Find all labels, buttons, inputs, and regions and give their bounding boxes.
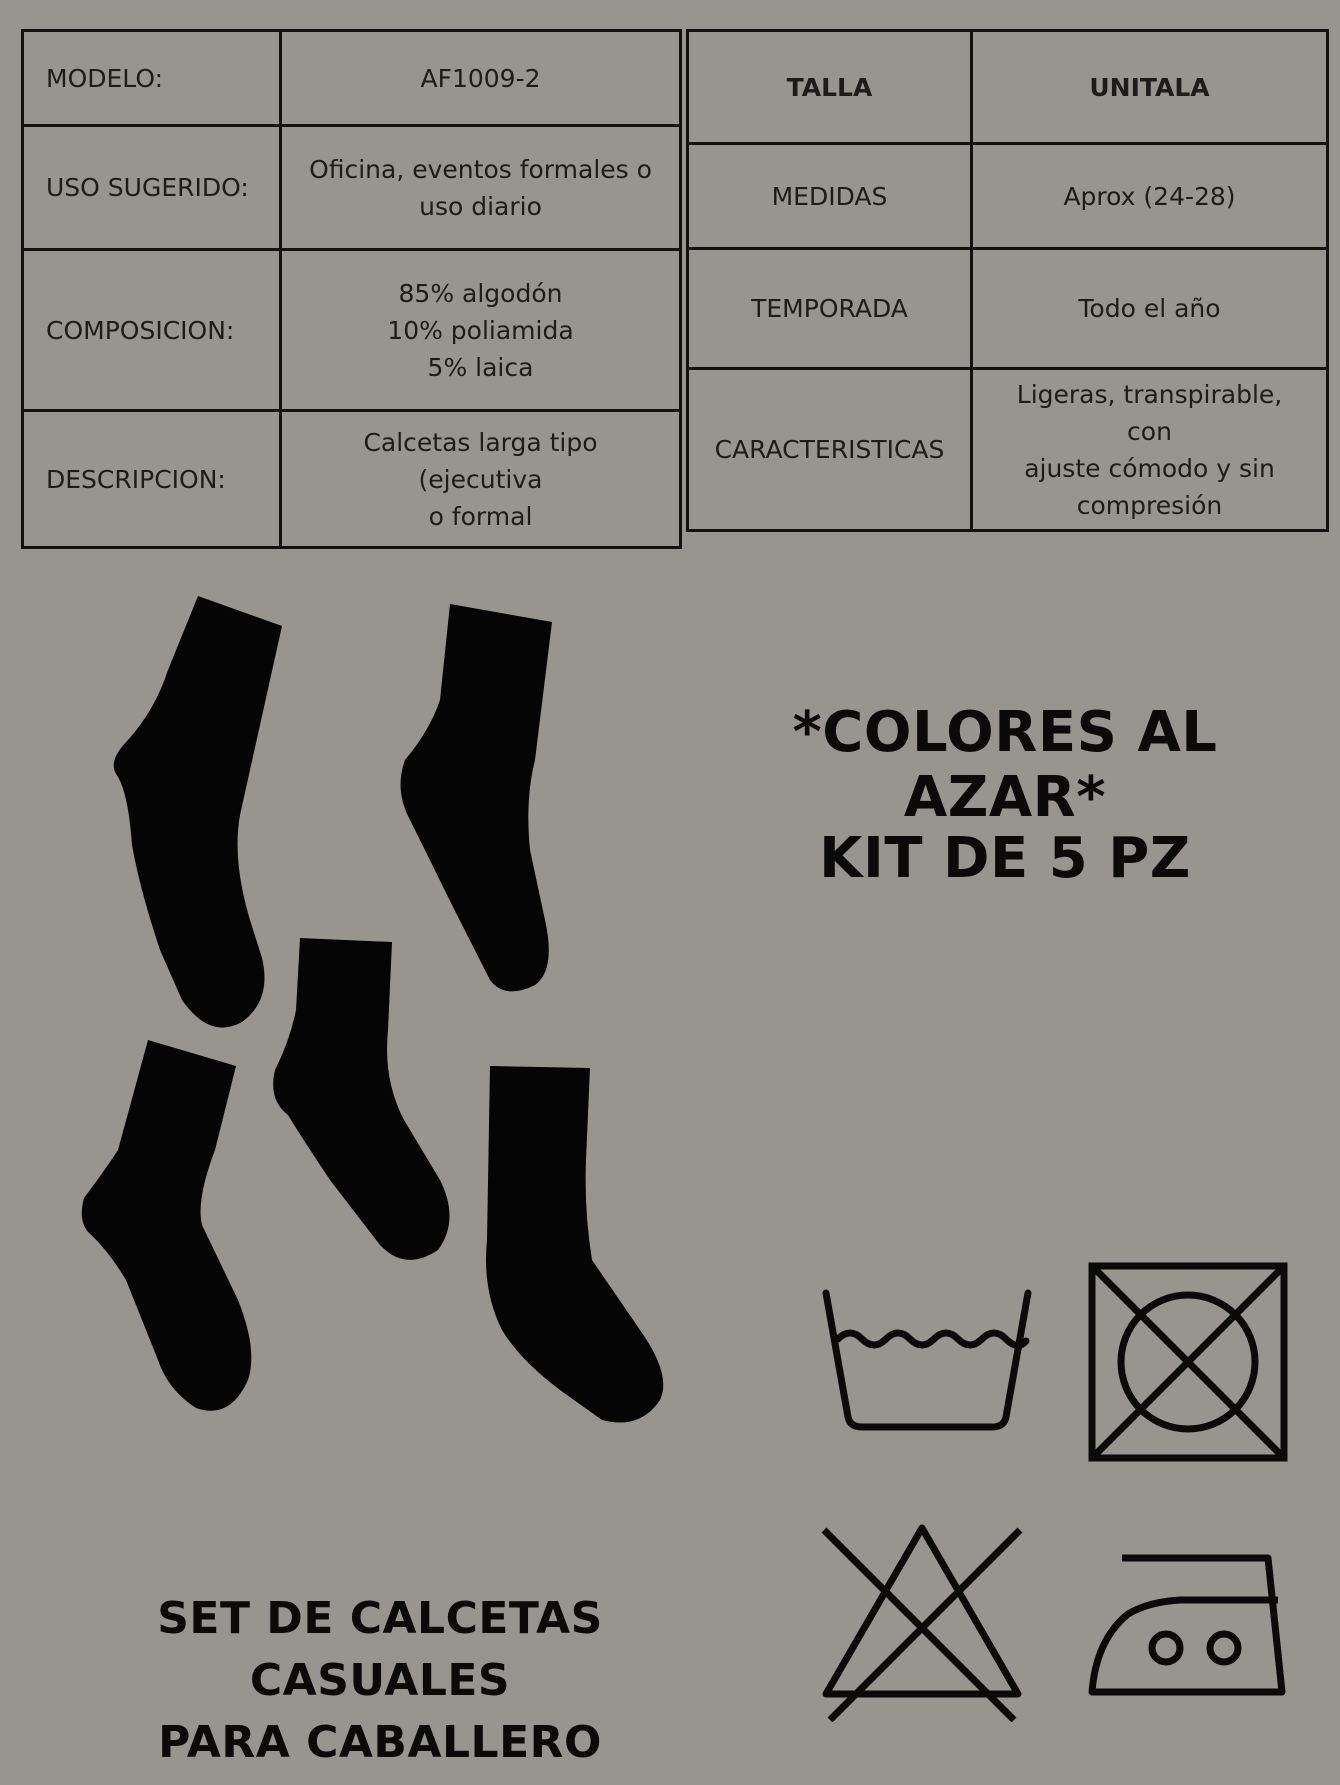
sock-5: [486, 1066, 663, 1423]
random-colors-notice: *COLORES AL AZAR*: [792, 700, 1218, 830]
wash-30-icon: [820, 1285, 1040, 1435]
spec-value: Aprox (24-28): [972, 144, 1328, 249]
product-specs-table: [21, 29, 682, 549]
spec-value: Oficina, eventos formales o uso diario: [281, 126, 681, 250]
spec-row-temporada: [688, 249, 1328, 369]
spec-value: 85% algodón 10% poliamida 5% laica: [281, 250, 681, 411]
spec-label: DESCRIPCION:: [23, 411, 281, 548]
spec-value: Calcetas larga tipo (ejecutiva o formal: [281, 411, 681, 548]
spec-label: MEDIDAS: [688, 144, 972, 249]
do-not-bleach-icon: [818, 1522, 1028, 1722]
sock-2: [401, 604, 552, 991]
spec-label: USO SUGERIDO:: [23, 126, 281, 250]
spec-label: MODELO:: [23, 31, 281, 126]
socks-image: [0, 560, 700, 1460]
spec-row-composicion: [23, 250, 681, 411]
sock-1: [114, 596, 282, 1028]
product-title: SET DE CALCETAS CASUALES PARA CABALLERO: [157, 1593, 603, 1768]
talla-header: TALLA: [688, 31, 972, 144]
spec-row-modelo: [23, 31, 681, 126]
spec-row-medidas: [688, 144, 1328, 249]
spec-value: Ligeras, transpirable, con ajuste cómodo y sin compresión: [972, 369, 1328, 531]
talla-value: UNITALA: [972, 31, 1328, 144]
spec-header-row: [688, 31, 1328, 144]
spec-row-uso: [23, 126, 681, 250]
kit-count: KIT DE 5 PZ: [819, 826, 1191, 891]
do-not-tumble-dry-icon: [1088, 1262, 1288, 1462]
sock-4: [82, 1040, 252, 1411]
size-specs-table: [686, 29, 1329, 532]
spec-row-caracteristicas: [688, 369, 1328, 531]
spec-row-descripcion: [23, 411, 681, 548]
spec-label: CARACTERISTICAS: [688, 369, 972, 531]
spec-label: COMPOSICION:: [23, 250, 281, 411]
spec-value: Todo el año: [972, 249, 1328, 369]
spec-value: AF1009-2: [281, 31, 681, 126]
iron-low-icon: [1088, 1550, 1288, 1700]
sock-3: [273, 938, 449, 1260]
spec-label: TEMPORADA: [688, 249, 972, 369]
